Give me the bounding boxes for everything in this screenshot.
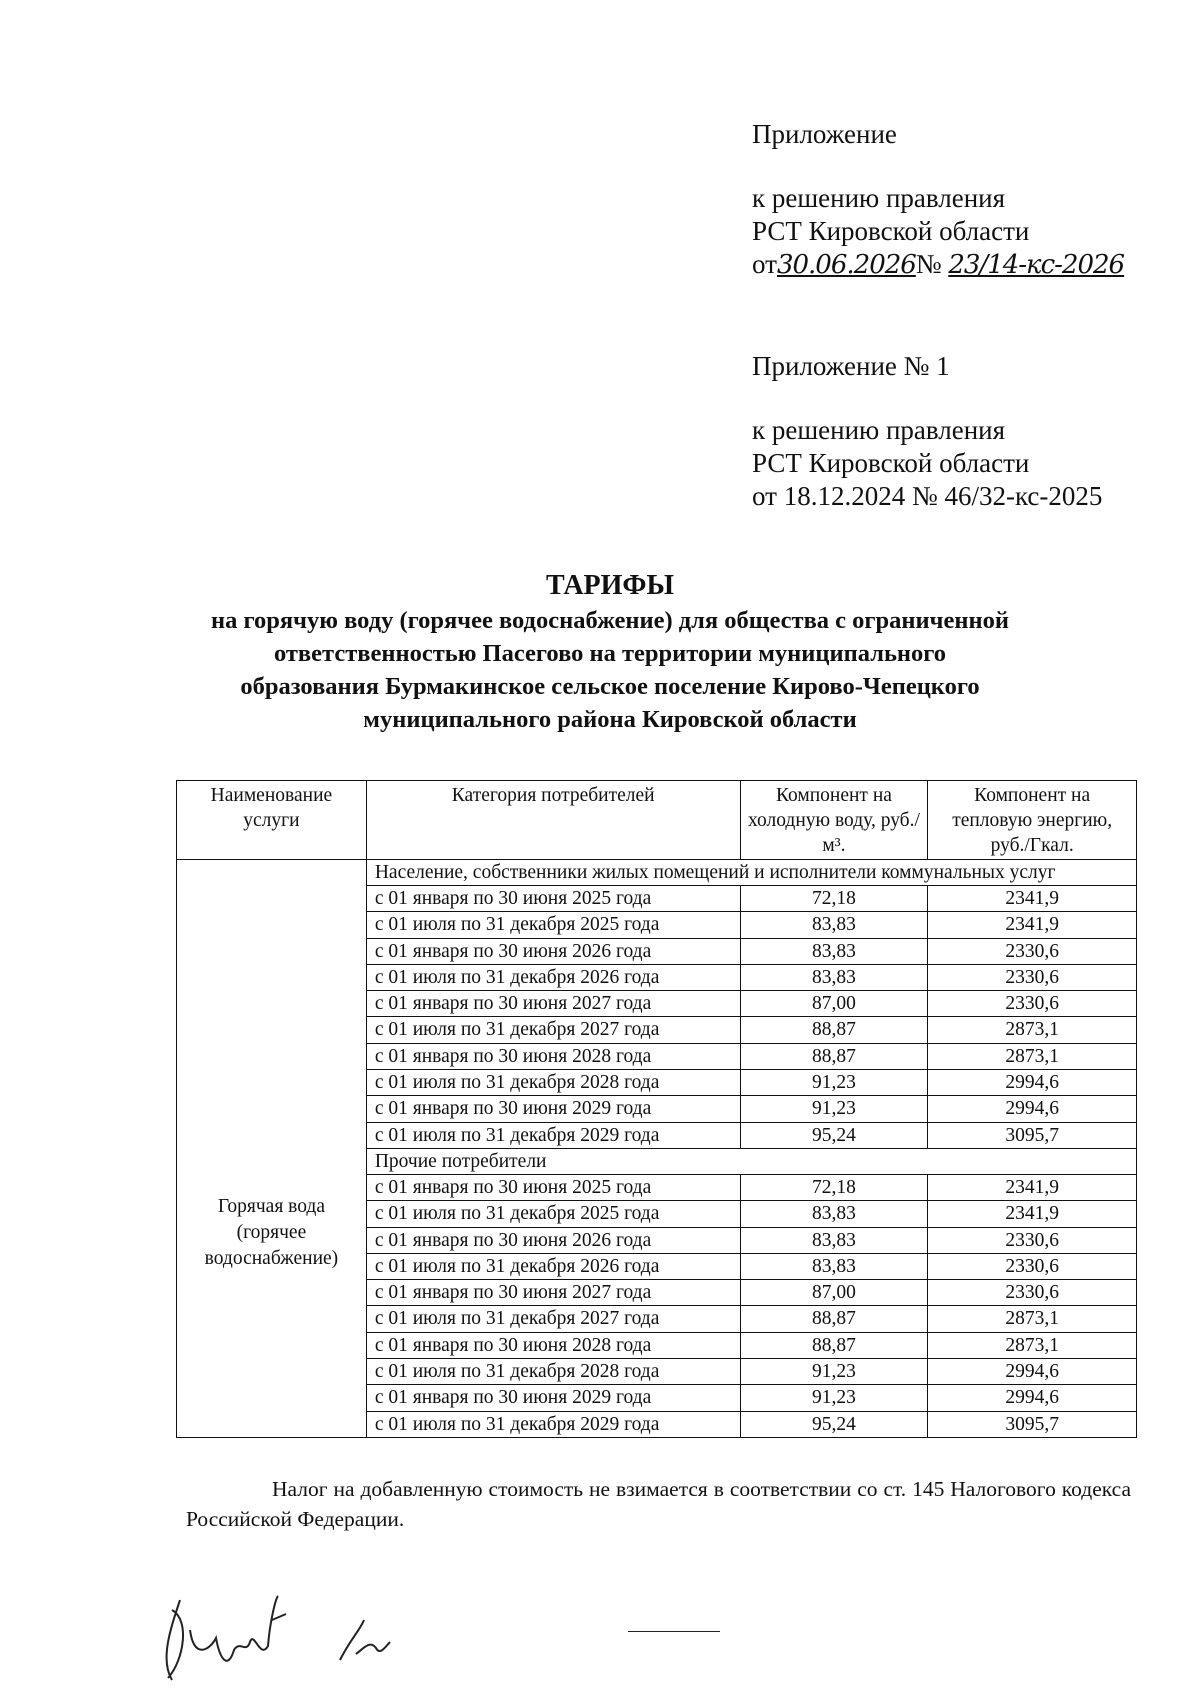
tariff-table bbox=[176, 780, 1137, 1438]
consumer-category-cell: Население, собственники жилых помещений и исполнители коммунальных услуг bbox=[366, 860, 1136, 886]
cold-water-cell: 88,87 bbox=[740, 1017, 928, 1043]
header-category: Категория потребителей bbox=[366, 781, 740, 860]
thermal-cell: 2873,1 bbox=[928, 1043, 1137, 1069]
period-cell: с 01 июля по 31 декабря 2026 года bbox=[366, 1253, 740, 1279]
cold-water-cell: 91,23 bbox=[740, 1359, 928, 1385]
period-cell: с 01 июля по 31 декабря 2027 года bbox=[366, 1306, 740, 1332]
thermal-cell: 2873,1 bbox=[928, 1332, 1137, 1358]
document-title-block bbox=[150, 568, 1070, 736]
number-prefix: № bbox=[915, 249, 942, 279]
period-cell: с 01 января по 30 июня 2029 года bbox=[366, 1096, 740, 1122]
appendix-1-header bbox=[752, 350, 1102, 513]
thermal-cell: 2341,9 bbox=[928, 1174, 1137, 1200]
cold-water-cell: 83,83 bbox=[740, 1253, 928, 1279]
period-cell: с 01 января по 30 июня 2026 года bbox=[366, 938, 740, 964]
period-cell: с 01 июля по 31 декабря 2025 года bbox=[366, 1201, 740, 1227]
appendix-date-line bbox=[752, 248, 1124, 282]
thermal-cell: 2330,6 bbox=[928, 1280, 1137, 1306]
cold-water-cell: 72,18 bbox=[740, 1174, 928, 1200]
thermal-cell: 3095,7 bbox=[928, 1122, 1137, 1148]
period-cell: с 01 января по 30 июня 2029 года bbox=[366, 1385, 740, 1411]
cold-water-cell: 72,18 bbox=[740, 886, 928, 912]
appendix-1-line-2: РСТ Кировской области bbox=[752, 448, 1030, 478]
vat-note: Налог на добавленную стоимость не взимается в соответствии со ст. 145 Налогового кодекса Российской Федерации. bbox=[186, 1477, 1131, 1531]
period-cell: с 01 января по 30 июня 2025 года bbox=[366, 886, 740, 912]
thermal-cell: 2994,6 bbox=[928, 1359, 1137, 1385]
thermal-cell: 2330,6 bbox=[928, 938, 1137, 964]
thermal-cell: 2341,9 bbox=[928, 912, 1137, 938]
cold-water-cell: 91,23 bbox=[740, 1096, 928, 1122]
document-subtitle-line-2: ответственностью Пасегово на территории муниципального bbox=[273, 640, 947, 667]
cold-water-cell: 91,23 bbox=[740, 1385, 928, 1411]
category-row bbox=[177, 860, 1137, 886]
document-title: ТАРИФЫ bbox=[546, 570, 674, 601]
thermal-cell: 2330,6 bbox=[928, 1253, 1137, 1279]
thermal-cell: 2994,6 bbox=[928, 1096, 1137, 1122]
cold-water-cell: 95,24 bbox=[740, 1122, 928, 1148]
date-prefix: от bbox=[752, 249, 777, 279]
thermal-cell: 2994,6 bbox=[928, 1070, 1137, 1096]
cold-water-cell: 87,00 bbox=[740, 1280, 928, 1306]
table-header-row bbox=[177, 781, 1137, 860]
thermal-cell: 2873,1 bbox=[928, 1017, 1137, 1043]
period-cell: с 01 июля по 31 декабря 2026 года bbox=[366, 964, 740, 990]
appendix-1-title: Приложение № 1 bbox=[752, 351, 950, 381]
thermal-cell: 2341,9 bbox=[928, 1201, 1137, 1227]
appendix-1-line-3: от 18.12.2024 № 46/32-кс-2025 bbox=[752, 481, 1103, 511]
period-cell: с 01 января по 30 июня 2028 года bbox=[366, 1043, 740, 1069]
handwritten-number: 23/14-кс-2026 bbox=[948, 250, 1125, 280]
cold-water-cell: 83,83 bbox=[740, 964, 928, 990]
period-cell: с 01 июля по 31 декабря 2028 года bbox=[366, 1359, 740, 1385]
signatures bbox=[150, 1590, 420, 1690]
period-cell: с 01 июля по 31 декабря 2025 года bbox=[366, 912, 740, 938]
period-cell: с 01 июля по 31 декабря 2028 года bbox=[366, 1070, 740, 1096]
document-subtitle-line-3: образования Бурмакинское сельское поселение Кирово-Чепецкого bbox=[240, 673, 980, 700]
cold-water-cell: 88,87 bbox=[740, 1332, 928, 1358]
period-cell: с 01 января по 30 июня 2027 года bbox=[366, 991, 740, 1017]
period-cell: с 01 июля по 31 декабря 2027 года bbox=[366, 1017, 740, 1043]
thermal-cell: 2873,1 bbox=[928, 1306, 1137, 1332]
thermal-cell: 3095,7 bbox=[928, 1411, 1137, 1437]
thermal-cell: 2994,6 bbox=[928, 1385, 1137, 1411]
appendix-header bbox=[752, 118, 1124, 282]
cold-water-cell: 91,23 bbox=[740, 1070, 928, 1096]
signature-line bbox=[628, 1631, 720, 1632]
document-subtitle-line-1: на горячую воду (горячее водоснабжение) для общества с ограниченной bbox=[211, 607, 1009, 634]
appendix-1-line-1: к решению правления bbox=[752, 415, 1006, 445]
period-cell: с 01 января по 30 июня 2027 года bbox=[366, 1280, 740, 1306]
document-subtitle-line-4: муниципального района Кировской области bbox=[363, 706, 857, 733]
cold-water-cell: 83,83 bbox=[740, 1201, 928, 1227]
header-service: Наименование услуги bbox=[177, 781, 367, 860]
cold-water-cell: 83,83 bbox=[740, 912, 928, 938]
period-cell: с 01 января по 30 июня 2028 года bbox=[366, 1332, 740, 1358]
handwritten-date: 30.06.2026 bbox=[776, 250, 916, 280]
cold-water-cell: 87,00 bbox=[740, 991, 928, 1017]
period-cell: с 01 июля по 31 декабря 2029 года bbox=[366, 1122, 740, 1148]
period-cell: с 01 июля по 31 декабря 2029 года bbox=[366, 1411, 740, 1437]
header-thermal: Компонент на тепловую энергию, руб./Гкал. bbox=[928, 781, 1137, 860]
thermal-cell: 2341,9 bbox=[928, 886, 1137, 912]
cold-water-cell: 95,24 bbox=[740, 1411, 928, 1437]
cold-water-cell: 83,83 bbox=[740, 1227, 928, 1253]
appendix-title: Приложение bbox=[752, 119, 897, 149]
cold-water-cell: 88,87 bbox=[740, 1043, 928, 1069]
thermal-cell: 2330,6 bbox=[928, 991, 1137, 1017]
header-cold-water: Компонент на холодную воду, руб./м³. bbox=[740, 781, 928, 860]
period-cell: с 01 января по 30 июня 2025 года bbox=[366, 1174, 740, 1200]
cold-water-cell: 88,87 bbox=[740, 1306, 928, 1332]
thermal-cell: 2330,6 bbox=[928, 1227, 1137, 1253]
service-name-cell: Горячая вода (горячее водоснабжение) bbox=[177, 860, 367, 1438]
cold-water-cell: 83,83 bbox=[740, 938, 928, 964]
appendix-line-1: к решению правления bbox=[752, 183, 1006, 213]
consumer-category-cell: Прочие потребители bbox=[366, 1148, 1136, 1174]
appendix-line-2: РСТ Кировской области bbox=[752, 216, 1030, 246]
period-cell: с 01 января по 30 июня 2026 года bbox=[366, 1227, 740, 1253]
thermal-cell: 2330,6 bbox=[928, 964, 1137, 990]
